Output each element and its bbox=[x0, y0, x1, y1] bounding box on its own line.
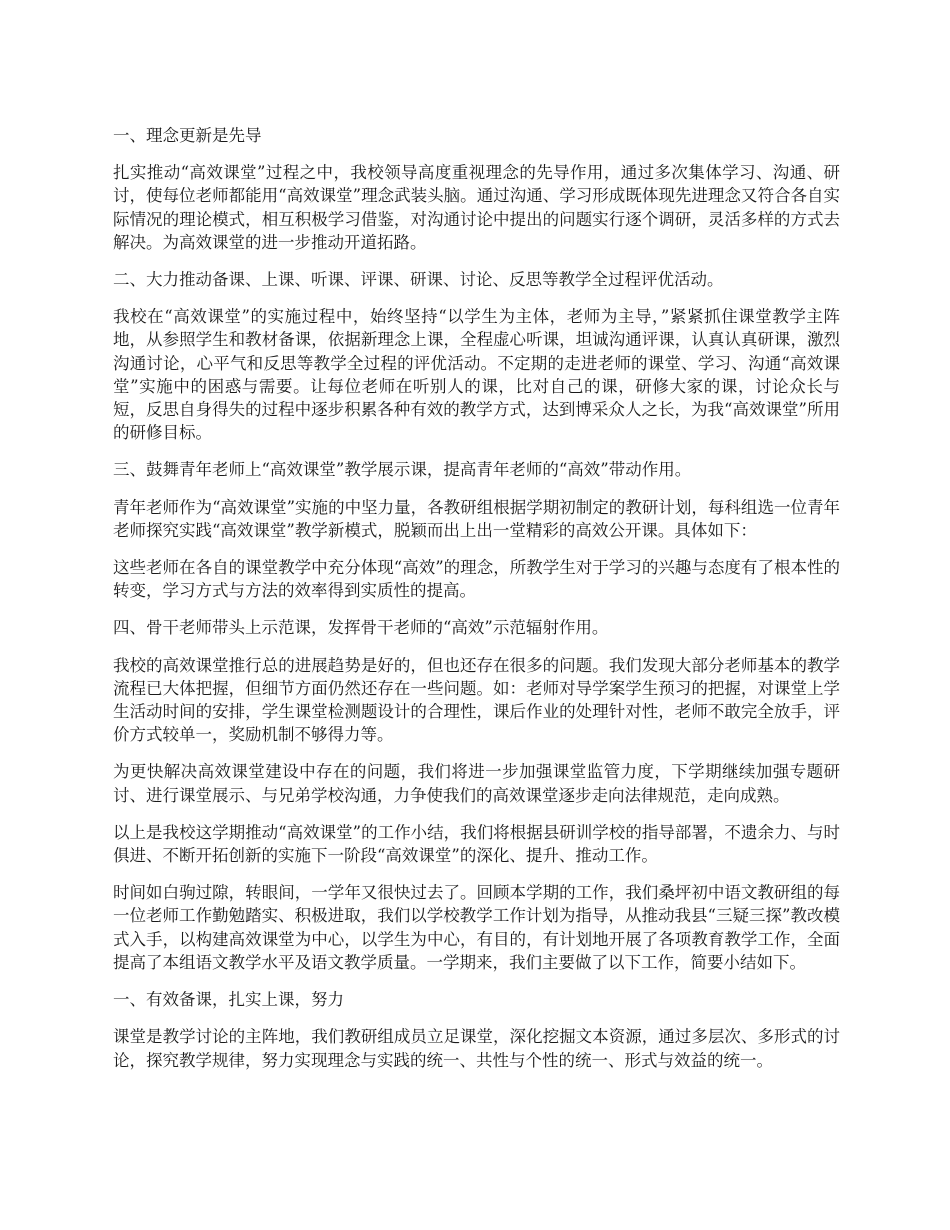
paragraph: 以上是我校这学期推动“高效课堂”的工作小结，我们将根据县研训学校的指导部署，不遗余力、与时俱进、不断开拓创新的实施下一阶段“高效课堂”的深化、提升、推动工作。 bbox=[113, 822, 840, 866]
section-heading-4: 四、骨干老师带头上示范课，发挥骨干老师的“高效”示范辐射作用。 bbox=[113, 618, 609, 638]
paragraph: 课堂是教学讨论的主阵地，我们教研组成员立足课堂，深化挖掘文本资源，通过多层次、多形式的讨论，探究教学规律，努力实现理念与实践的统一、共性与个性的统一、形式与效益的统一。 bbox=[113, 1027, 840, 1070]
section-heading-1: 一、理念更新是先导 bbox=[113, 126, 262, 145]
paragraph: 青年老师作为“高效课堂”实施的中坚力量，各教研组根据学期初制定的教研计划，每科组选一位青年老师探究实践“高效课堂”教学新模式，脱颖而出上出一堂精彩的高效公开课。具体如下： bbox=[113, 497, 840, 540]
section-heading-2: 二、大力推动备课、上课、听课、评课、研课、讨论、反思等教学全过程评优活动。 bbox=[113, 270, 724, 290]
paragraph: 我校在“高效课堂”的实施过程中，始终坚持“以学生为主体，老师为主导，”紧紧抓住课堂教学主阵地，从参照学生和教材备课，依据新理念上课，全程虚心听课，坦诚沟通评课，认真认真研课，激烈沟通讨论，心平气和反思等教学全过程的评优活动。不定期的走进老师的课堂、学习、沟通“高效课堂”实施中的困惑与需要。让每位老师在听别人的课，比对自己的课，研修大家的课，讨论众长与短，反思自身得失的过程中逐步积累各种有效的教学方式，达到博采众人之长，为我“高效课堂”所用的研修目标。 bbox=[113, 307, 840, 443]
paragraph: 我校的高效课堂推行总的进展趋势是好的，但也还存在很多的问题。我们发现大部分老师基本的教学流程已大体把握，但细节方面仍然还存在一些问题。如：老师对导学案学生预习的把握，对课堂上学生活动时间的安排，学生课堂检测题设计的合理性，课后作业的处理针对性，老师不敢完全放手，评价方式较单一，奖励机制不够得力等。 bbox=[113, 655, 840, 745]
paragraph: 这些老师在各自的课堂教学中充分体现“高效”的理念，所教学生对于学习的兴趣与态度有了根本性的转变，学习方式与方法的效率得到实质性的提高。 bbox=[113, 558, 840, 601]
paragraph: 为更快解决高效课堂建设中存在的问题，我们将进一步加强课堂监管力度，下学期继续加强专题研讨、进行课堂展示、与兄弟学校沟通，力争使我们的高效课堂逐步走向法律规范，走向成熟。 bbox=[113, 762, 840, 805]
paragraph: 时间如白驹过隙，转眼间，一学年又很快过去了。回顾本学期的工作，我们桑坪初中语文教研组的每一位老师工作勤勉踏实、积极进取，我们以学校教学工作计划为指导，从推动我县“三疑三探”教改模式入手，以构建高效课堂为中心，以学生为中心，有目的，有计划地开展了各项教育教学工作，全面提高了本组语文教学水平及语文教学质量。一学期来，我们主要做了以下工作，简要小结如下。 bbox=[113, 883, 840, 972]
section-heading-5: 一、有效备课，扎实上课，努力 bbox=[113, 990, 344, 1010]
paragraph: 扎实推动“高效课堂”过程之中，我校领导高度重视理念的先导作用，通过多次集体学习、沟通、研讨，使每位老师都能用“高效课堂”理念武装头脑。通过沟通、学习形成既体现先进理念又符合各自实际情况的理论模式，相互积极学习借鉴，对沟通讨论中提出的问题实行逐个调研，灵活多样的方式去解决。为高效课堂的进一步推动开道拓路。 bbox=[113, 163, 840, 252]
section-heading-3: 三、鼓舞青年老师上“高效课堂”教学展示课，提高青年老师的“高效”带动作用。 bbox=[113, 460, 692, 480]
document-body bbox=[113, 124, 840, 1086]
